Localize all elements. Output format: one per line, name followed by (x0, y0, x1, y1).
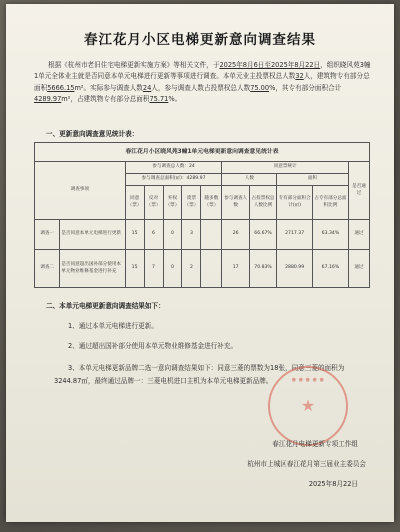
cell-count-pct: 66.67% (249, 220, 276, 250)
col-follow-majority: 随多数（票） (201, 186, 222, 220)
col-participant-ratio: 占投票权总人数比例 (249, 186, 276, 220)
col-oppose: 反对（票） (144, 186, 163, 220)
cell-follow (201, 220, 222, 250)
intro-text-4: m²。实际参与调查人数 (74, 83, 143, 92)
cell-oppose: 6 (144, 220, 163, 250)
signature-date: 2025年8月22日 (308, 480, 358, 488)
survey-table (34, 142, 370, 288)
result-item-2: 2、通过超出国补部分使用本单元物业维修基金进行补充。 (68, 342, 238, 350)
participant-percent: 75.00 (250, 83, 270, 92)
seal-star-icon: ★ (300, 396, 316, 415)
total-owners: 32 (295, 72, 304, 81)
cell-area-pct: 67.16% (313, 250, 349, 288)
cell-invalid: 3 (182, 220, 201, 250)
table-caption: 春江花月小区晓风苑3幢1单元电梯更新意向调查意见统计表 (35, 143, 370, 162)
cell-agree: 15 (125, 250, 144, 288)
row-id: 调查二 (35, 250, 60, 288)
cell-pass: 通过 (348, 250, 369, 288)
section-2-heading: 二、本单元电梯更新意向调查结果如下： (46, 302, 165, 310)
notice-paper (6, 4, 394, 522)
row-item: 是否同意超出国补部分使用本单元物业维修基金进行补充 (60, 250, 125, 288)
survey-date-range: 2025年8月6日至2025年8月22日 (219, 61, 321, 69)
intro-text-8: %。 (168, 95, 182, 104)
cell-abstain: 0 (163, 220, 182, 250)
cell-follow (201, 250, 222, 288)
signature-org-2: 杭州市上城区春江花月第三届业主委员会 (247, 460, 366, 468)
cell-count: 17 (222, 250, 249, 288)
col-invalid: 废票（票） (182, 186, 201, 220)
cell-agree: 15 (125, 220, 144, 250)
total-area: 5666.15 (47, 83, 75, 92)
col-pass: 是否通过 (348, 162, 369, 220)
cell-count: 26 (222, 220, 249, 250)
table-row (35, 250, 370, 288)
hdr-agree-stats: 同意票统计 (222, 162, 348, 174)
cell-invalid: 2 (182, 250, 201, 288)
intro-text-1: 根据《杭州市老旧住宅电梯更新实施方案》等相关文件，于 (48, 61, 220, 69)
cell-count-pct: 70.83% (249, 250, 276, 288)
cell-abstain: 0 (163, 250, 182, 288)
cell-oppose: 7 (144, 250, 163, 288)
intro-text-3: 人，建筑物专有部分总面积 (34, 72, 370, 92)
participants-count: 24 (142, 83, 152, 92)
hdr-area: 面积 (277, 174, 349, 186)
signature-org-1: 春江花月电梯更新专项工作组 (272, 440, 358, 448)
intro-text-7: m²，占建筑物专有部分总面积 (61, 95, 150, 104)
cell-area-pct: 63.34% (313, 220, 349, 250)
col-abstain: 弃权（票） (163, 186, 182, 220)
hdr-participants-total: 参与调查总人数：24 (125, 162, 222, 174)
cell-pass: 通过 (348, 220, 369, 250)
intro-text-5: 人，参与调查人数占投票权总人数 (151, 83, 251, 92)
section-1-heading: 一、更新意向调查意见统计表： (46, 130, 139, 138)
table-row (35, 220, 370, 250)
result-item-3: 3、本单元电梯更新品牌二选一意向调查结果如下：同意三菱的票数为18张，同意三菱的面积为3244.87㎡，最终通过品牌一：三菱电机进口主机为本单元电梯更新品牌。 (54, 364, 345, 385)
row-item: 是否同意本单元电梯进行更新 (60, 220, 125, 250)
intro-paragraph (34, 60, 374, 106)
col-area-ratio: 占专有部分总面积比例 (313, 186, 349, 220)
col-survey-item: 调查事项 (35, 162, 126, 220)
col-agree: 同意（票） (125, 186, 144, 220)
cell-area: 2717.37 (277, 220, 313, 250)
hdr-area-total: 参与调查总面积(㎡)：4289.97 (125, 174, 222, 186)
col-area-sum: 专有部分面积合计(㎡) (277, 186, 313, 220)
seal-ring-text: ● ● ● ● ● (291, 377, 325, 383)
hdr-persons: 人数 (222, 174, 277, 186)
row-id: 调查一 (35, 220, 60, 250)
result-item-1: 1、通过本单元电梯进行更新。 (68, 322, 158, 330)
col-participant-count: 参与调查人数 (222, 186, 249, 220)
participant-area: 4289.97 (34, 95, 62, 104)
notice-title: 春江花月小区电梯更新意向调查结果 (84, 32, 316, 48)
intro-text-6: %，其专有部分面积合计 (269, 83, 342, 92)
participant-area-percent: 75.71 (149, 95, 169, 104)
intro-text-2: ，组织晓风苑3幢1单元全体业主就是否同意本单元电梯进行更新等事项进行调查。本单元业主投票权总人数 (34, 61, 371, 81)
cell-area: 2880.99 (277, 250, 313, 288)
official-seal-stamp (268, 366, 348, 446)
